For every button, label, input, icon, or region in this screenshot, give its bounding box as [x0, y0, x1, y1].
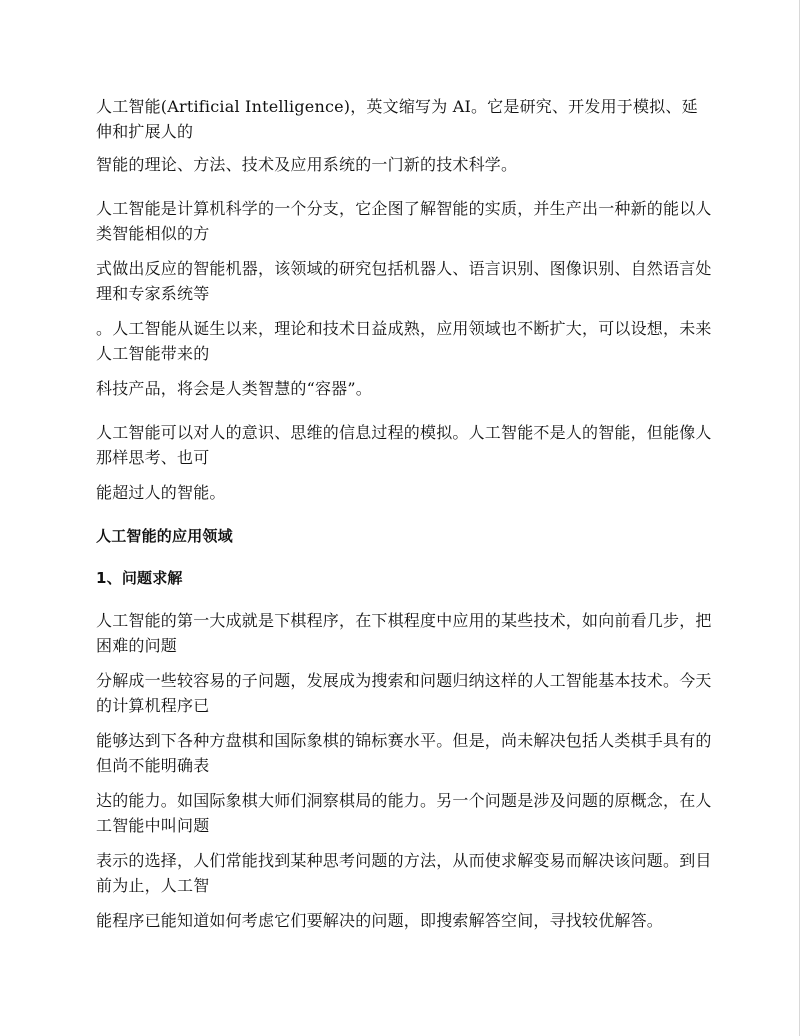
paragraph-2: 智能的理论、方法、技术及应用系统的一门新的技术科学。: [96, 155, 518, 174]
paragraph-10: 分解成一些较容易的子问题，发展成为搜索和问题归纳这样的人工智能基本技术。今天的计算机程序已: [96, 671, 712, 715]
paragraph-9: 人工智能的第一大成就是下棋程序，在下棋程度中应用的某些技术，如向前看几步，把困难的问题: [96, 611, 712, 655]
paragraph-3: 人工智能是计算机科学的一个分支，它企图了解智能的实质，并生产出一种新的能以人类智能相似的方: [96, 199, 712, 243]
paragraph-1: 人工智能(Artificial Intelligence)，英文缩写为 AI。它是研究、开发用于模拟、延伸和扩展人的: [96, 97, 698, 141]
paragraph-8: 能超过人的智能。: [96, 483, 226, 502]
paragraph-14: 能程序已能知道如何考虑它们要解决的问题，即搜索解答空间，寻找较优解答。: [96, 911, 664, 930]
paragraph-4: 式做出反应的智能机器，该领域的研究包括机器人、语言识别、图像识别、自然语言处理和专家系统等: [96, 259, 712, 303]
paragraph-6: 科技产品，将会是人类智慧的“容器”。: [96, 379, 372, 398]
subsection-heading: 1、问题求解: [96, 569, 183, 587]
paragraph-5: 。人工智能从诞生以来，理论和技术日益成熟，应用领域也不断扩大，可以设想，未来人工智能带来的: [96, 319, 712, 363]
paragraph-13: 表示的选择，人们常能找到某种思考问题的方法，从而使求解变易而解决该问题。到目前为止，人工智: [96, 851, 712, 895]
section-heading: 人工智能的应用领域: [96, 527, 233, 545]
paragraph-11: 能够达到下各种方盘棋和国际象棋的锦标赛水平。但是，尚未解决包括人类棋手具有的但尚不能明确表: [96, 731, 712, 775]
paragraph-12: 达的能力。如国际象棋大师们洞察棋局的能力。另一个问题是涉及问题的原概念，在人工智能中叫问题: [96, 791, 712, 835]
paragraph-7: 人工智能可以对人的意识、思维的信息过程的模拟。人工智能不是人的智能，但能像人那样思考、也可: [96, 423, 712, 467]
